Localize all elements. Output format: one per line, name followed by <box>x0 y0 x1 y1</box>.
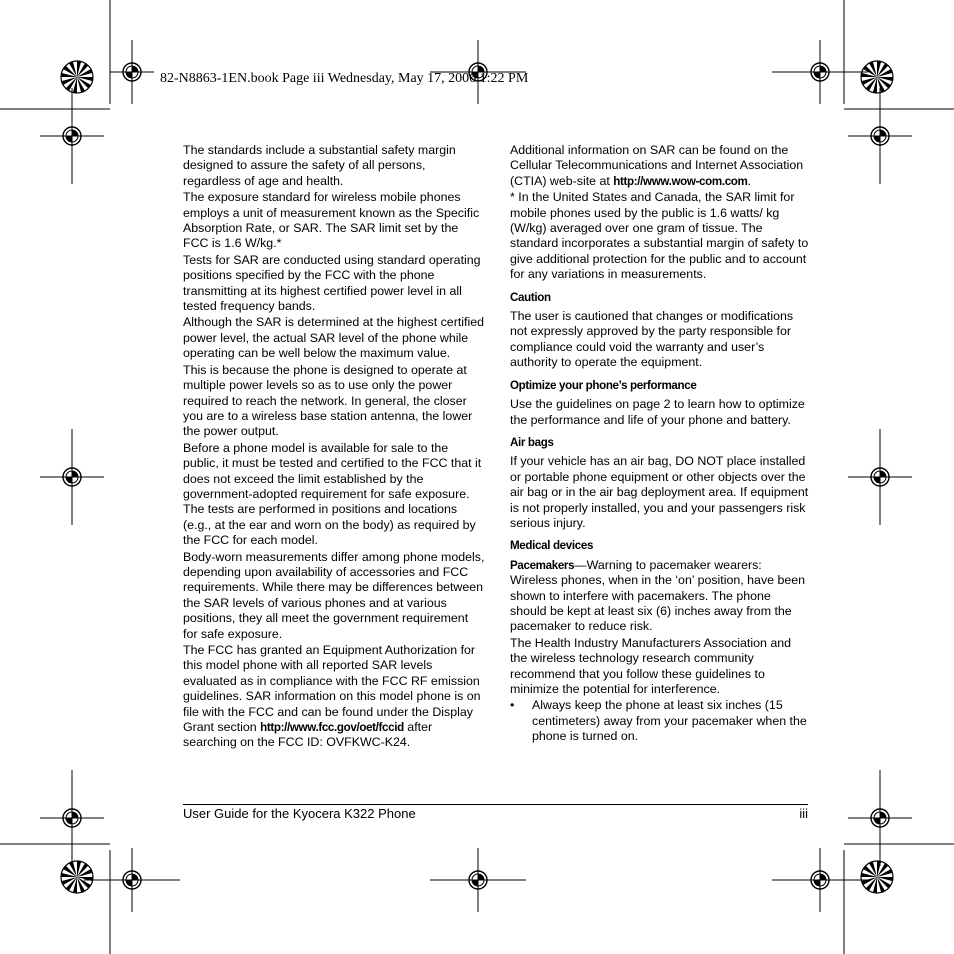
paragraph: Use the guidelines on page 2 to learn how to optimize the performance and life of your phone and battery. <box>510 397 805 427</box>
registration-mark-icon <box>848 88 912 184</box>
left-column <box>183 143 485 752</box>
registration-mark-icon <box>848 770 912 866</box>
footer-title: User Guide for the Kyocera K322 Phone <box>183 806 416 821</box>
starburst-target-icon <box>861 61 893 93</box>
paragraph: The standards include a substantial safety margin designed to assure the safety of all persons, regardless of age and health. <box>183 143 456 188</box>
paragraph <box>510 143 810 189</box>
paragraph: If your vehicle has an air bag, DO NOT place installed or portable phone equipment or other objects over the air bag or in the air bag deployment area. If equipment is not properly installed, you and your passengers risk serious injury. <box>510 454 809 530</box>
optimize-heading: Optimize your phone’s performance <box>510 378 697 392</box>
medical-devices-heading: Medical devices <box>510 539 594 553</box>
paragraph-text: . <box>747 173 751 188</box>
paragraph: The user is cautioned that changes or modifications not expressly approved by the party responsible for compliance could void the warranty and user’s authority to operate the equipment. <box>510 309 794 370</box>
paragraph <box>183 643 485 751</box>
paragraph-text: —Warning to pacemaker wearers: Wireless phones, when in the ‘on’ position, have been shown to interfere with pacemakers. The phone should be kept at least six (6) inches away from the pacemaker to reduce risk. <box>510 557 806 634</box>
pacemakers-lead: Pacemakers <box>510 558 575 572</box>
paragraph: Body-worn measurements differ among phone models, depending upon availability of accessories and FCC requirements. While there may be differences between the SAR levels of various phones and at various positions, they all meet the government requirement for safe exposure. <box>183 549 485 641</box>
footnote: * In the United States and Canada, the SAR limit for mobile phones used by the public is 1.6 watts/ kg (W/kg) averaged over one gram of tissue. The standard incorporates a substantial margin of safety to give additional protection for the public and to account for any variations in measurements. <box>510 190 809 282</box>
paragraph-text: after searching on the FCC ID: OVFKWC-K24. <box>183 720 433 750</box>
print-header: 82-N8863-1EN.book Page iii Wednesday, May 17, 2006 1:22 PM <box>160 71 529 86</box>
registration-mark-icon <box>40 88 104 184</box>
paragraph: Before a phone model is available for sale to the public, it must be tested and certified to the FCC that it does not exceed the limit established by the government-adopted requirement for safe exposure. The tests are performed in positions and locations (e.g., at the ear and worn on the body) as required by the FCC for each model. <box>183 440 482 548</box>
registration-mark-icon <box>84 848 180 912</box>
registration-mark-icon <box>848 429 912 525</box>
right-column <box>510 143 810 746</box>
airbags-heading: Air bags <box>510 435 554 449</box>
paragraph: The exposure standard for wireless mobile phones employs a unit of measurement known as the Specific Absorption Rate, or SAR. The SAR limit set by the FCC is 1.6 W/kg.* <box>183 190 480 251</box>
registration-mark-icon <box>772 848 868 912</box>
page-number: iii <box>799 806 808 821</box>
paragraph: This is because the phone is designed to operate at multiple power levels so as to use only the power required to reach the network. In general, the closer you are to a wireless base station antenna, the lower the power output. <box>183 362 473 439</box>
registration-mark-icon <box>430 848 526 912</box>
starburst-target-icon <box>861 861 893 893</box>
bullet-icon: • <box>510 698 515 713</box>
starburst-target-icon <box>61 61 93 93</box>
registration-mark-icon <box>40 770 104 866</box>
fcc-url-link[interactable]: http://www.fcc.gov/oet/fccid <box>260 721 404 735</box>
list-item <box>510 698 810 744</box>
starburst-target-icon <box>61 861 93 893</box>
paragraph: Tests for SAR are conducted using standard operating positions specified by the FCC with the phone transmitting at its highest certified power level in all tested frequency bands. <box>183 252 481 314</box>
paragraph: Although the SAR is determined at the highest certified power level, the actual SAR level of the phone while operating can be well below the maximum value. <box>183 315 484 361</box>
caution-heading: Caution <box>510 290 551 304</box>
paragraph-text: The FCC has granted an Equipment Authorization for this model phone with all reported SAR levels evaluated as in compliance with the FCC RF emission guidelines. SAR information on this model phone is on file with the FCC and can be found under the Display Grant section <box>183 643 481 735</box>
paragraph-text: Additional information on SAR can be found on the Cellular Telecommunications and Internet Association (CTIA) web-site at <box>510 143 804 188</box>
registration-mark-icon <box>110 40 154 104</box>
registration-mark-icon <box>40 429 104 525</box>
ctia-url-link[interactable]: http://www.wow-com.com <box>613 174 748 188</box>
paragraph <box>510 558 810 635</box>
paragraph: The Health Industry Manufacturers Association and the wireless technology research community recommend that you follow these guidelines to minimize the potential for interference. <box>510 635 792 696</box>
registration-mark-icon <box>772 40 868 104</box>
footer-divider <box>183 804 808 805</box>
list-item-text: Always keep the phone at least six inches (15 centimeters) away from your pacemaker when the phone is turned on. <box>532 698 807 744</box>
